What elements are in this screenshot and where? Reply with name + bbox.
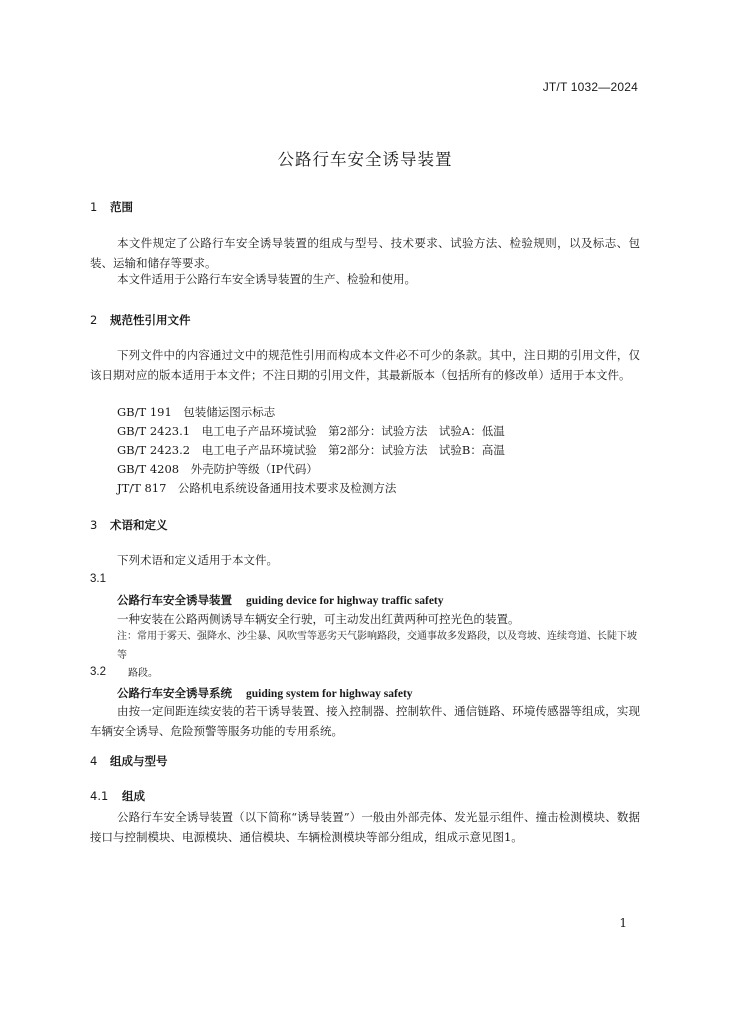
section-title: 组成与型号: [110, 754, 168, 768]
section-2-heading: [90, 312, 191, 328]
reference-item: GB/T 2423.1 电工电子产品环境试验 第2部分：试验方法 试验A：低温: [117, 424, 505, 438]
term-number: 3.1: [90, 573, 106, 585]
term-note: [117, 628, 639, 684]
term-definition: 由按一定间距连续安装的若干诱导装置、接入控制器、控制软件、通信链路、环境传感器等组成，实现车辆安全诱导、危险预警等服务功能的专用系统。: [90, 704, 640, 738]
subsection-number: 4.1: [90, 789, 109, 803]
subsection-title: 组成: [122, 789, 145, 803]
terms-intro-paragraph: 下列术语和定义适用于本文件。: [117, 553, 278, 567]
scope-paragraph-2: 本文件适用于公路行车安全诱导装置的生产、检验和使用。: [117, 272, 416, 286]
term-title: [117, 685, 413, 701]
term-en: guiding system for highway safety: [246, 688, 413, 700]
reference-item: GB/T 2423.2 电工电子产品环境试验 第2部分：试验方法 试验B：高温: [117, 443, 505, 457]
section-number: 2: [90, 313, 98, 327]
section-1-heading: [90, 199, 133, 215]
scope-paragraph-1: 本文件规定了公路行车安全诱导装置的组成与型号、技术要求、试验方法、检验规则，以及标志、包装、运输和储存等要求。: [90, 236, 640, 270]
section-number: 3: [90, 518, 98, 532]
note-text-line-2: 路段。: [128, 668, 158, 679]
section-number: 4: [90, 754, 98, 768]
section-title: 范围: [110, 200, 133, 214]
normative-intro-paragraph: 下列文件中的内容通过文中的规范性引用而构成本文件必不可少的条款。其中，注日期的引用文件，仅该日期对应的版本适用于本文件；不注日期的引用文件，其最新版本（包括所有的修改单）适用于本文件。: [90, 348, 640, 382]
standard-code: JT/T 1032—2024: [542, 80, 638, 94]
reference-item: GB/T 4208 外壳防护等级（IP代码）: [117, 462, 318, 476]
page-title: 公路行车安全诱导装置: [277, 150, 453, 169]
term-zh: 公路行车安全诱导装置: [117, 593, 232, 607]
term-zh: 公路行车安全诱导系统: [117, 686, 232, 700]
term-en: guiding device for highway traffic safety: [246, 595, 444, 607]
composition-paragraph: 公路行车安全诱导装置（以下简称“诱导装置”）一般由外部壳体、发光显示组件、撞击检测模块、数据接口与控制模块、电源模块、通信模块、车辆检测模块等部分组成，组成示意见图1。: [90, 810, 640, 844]
section-number: 1: [90, 200, 98, 214]
reference-item: GB/T 191 包装储运图示标志: [117, 405, 276, 419]
page-number: 1: [619, 916, 627, 930]
term-title: [117, 592, 444, 608]
section-title: 规范性引用文件: [110, 313, 191, 327]
note-text-line-1: 常用于雾天、强降水、沙尘暴、风吹雪等恶劣天气影响路段，交通事故多发路段，以及弯坡、连续弯道、长陡下坡等: [117, 631, 637, 661]
reference-item: JT/T 817 公路机电系统设备通用技术要求及检测方法: [117, 481, 397, 495]
section-3-heading: [90, 517, 168, 533]
term-number: 3.2: [90, 666, 106, 678]
section-4-heading: [90, 753, 168, 769]
subsection-4-1-heading: [90, 788, 145, 804]
section-title: 术语和定义: [110, 518, 168, 532]
term-definition: 一种安装在公路两侧诱导车辆安全行驶，可主动发出红黄两种可控光色的装置。: [117, 612, 520, 626]
note-label: 注：: [117, 631, 137, 642]
